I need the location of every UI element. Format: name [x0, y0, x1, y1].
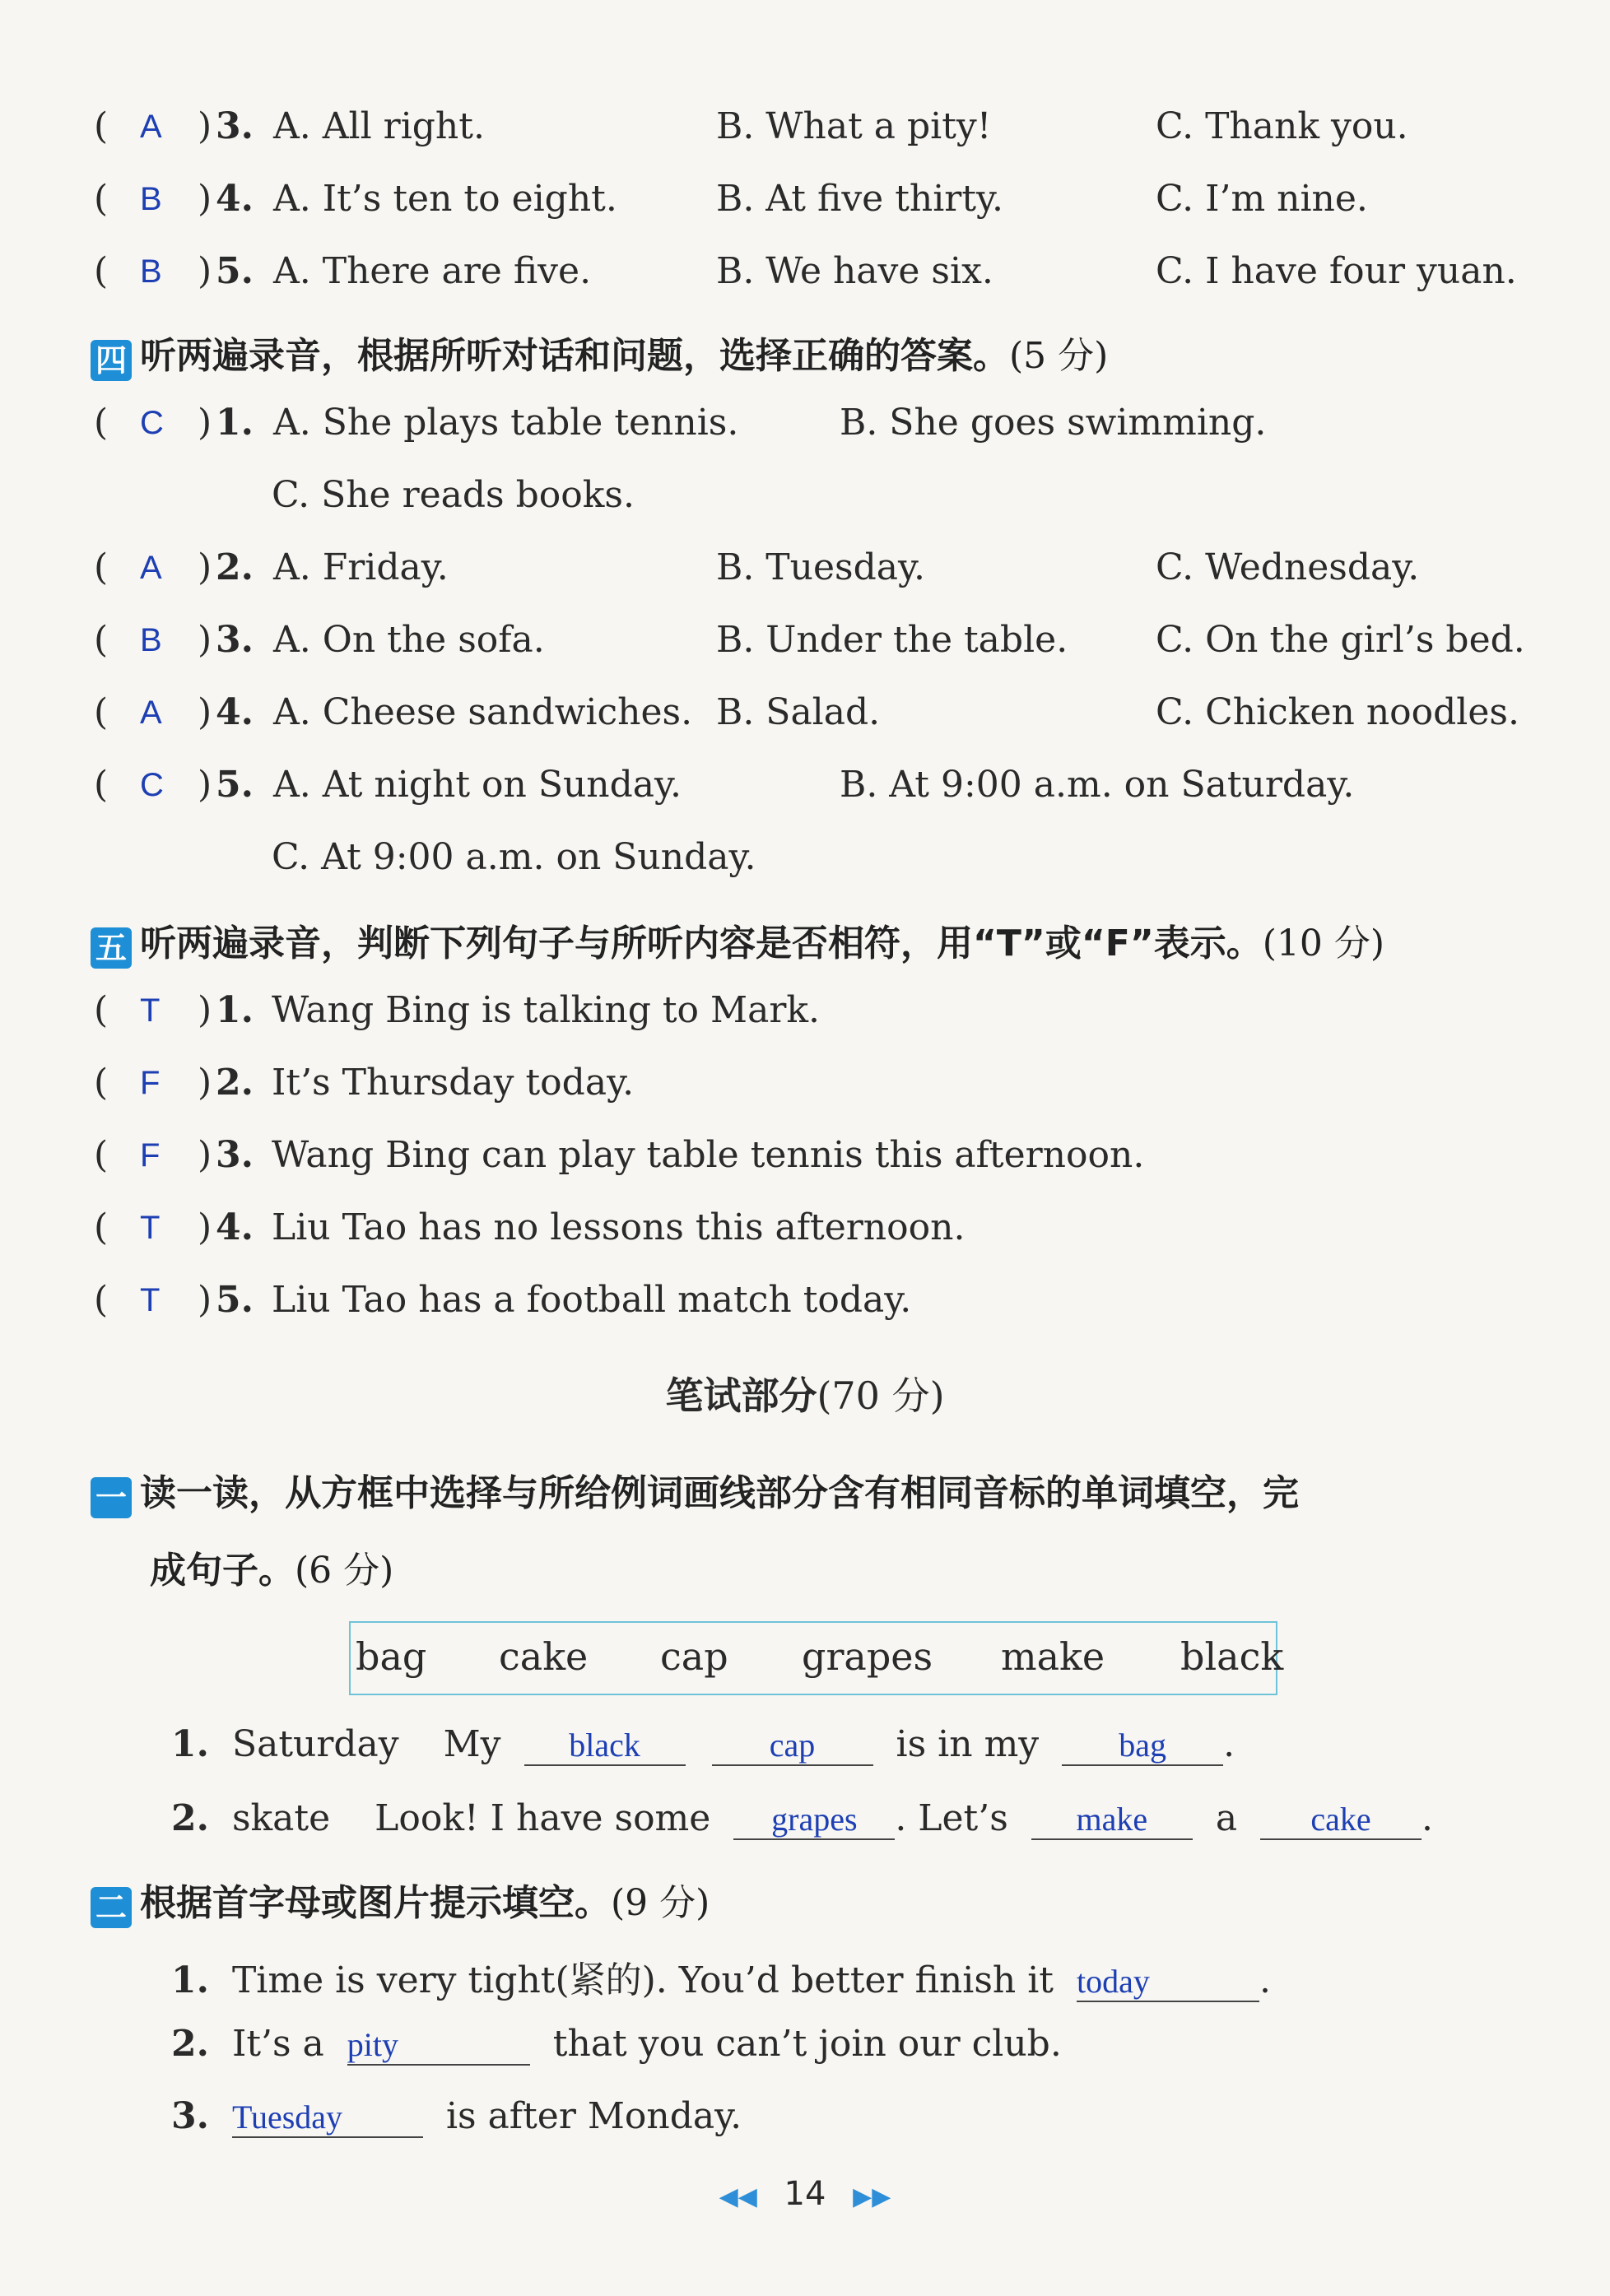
word-option: cap — [660, 1634, 728, 1679]
tf-row — [0, 1134, 1610, 1192]
question-number: 5. — [216, 1279, 254, 1321]
section-points: (6 分) — [295, 1550, 394, 1592]
word-box — [349, 1621, 1284, 1695]
question-number: 2. — [216, 546, 254, 588]
answer-blank: cap — [712, 1726, 873, 1766]
question-number: 5. — [216, 764, 254, 806]
paren-close: ) — [198, 691, 212, 733]
written-section-1-heading-line2 — [150, 1541, 393, 1593]
option-a: A. All right. — [273, 105, 485, 147]
written-section-1-heading — [91, 1463, 1299, 1518]
sentence-end: . — [1422, 1797, 1434, 1839]
section-title: 根据首字母或图片提示填空。 — [140, 1882, 611, 1924]
option-c: C. She reads books. — [272, 474, 635, 516]
sentence-text: is in my — [896, 1723, 1040, 1765]
written-part-heading — [0, 1366, 1610, 1420]
question-row-continued — [0, 474, 1610, 532]
paren-close: ) — [198, 402, 212, 444]
option-b: B. Under the table. — [716, 619, 1068, 661]
fill-sentence-3 — [171, 2095, 742, 2138]
page-footer — [0, 2175, 1610, 2213]
paren-open: ( — [94, 1134, 109, 1176]
answer: C — [140, 767, 164, 803]
paren-close: ) — [198, 1062, 212, 1104]
tf-row — [0, 1279, 1610, 1336]
question-row-continued — [0, 836, 1610, 894]
sentence-end: . — [1259, 1959, 1271, 2001]
option-c: C. I have four yuan. — [1156, 250, 1517, 292]
question-row — [0, 691, 1610, 749]
page-number: 14 — [784, 2175, 826, 2213]
paren-open: ( — [94, 1279, 109, 1321]
answer-blank: today — [1077, 1962, 1259, 2002]
option-a: A. Friday. — [273, 546, 449, 588]
word-option: make — [1001, 1634, 1105, 1679]
paren-open: ( — [94, 546, 109, 588]
section-5-heading — [91, 913, 1384, 969]
paren-open: ( — [94, 1062, 109, 1104]
question-number: 3. — [171, 2095, 209, 2137]
statement: Wang Bing can play table tennis this afternoon. — [272, 1134, 1145, 1176]
answer-blank: cake — [1260, 1800, 1422, 1840]
question-row — [0, 619, 1610, 676]
tf-row — [0, 1206, 1610, 1264]
paren-close: ) — [198, 619, 212, 661]
section-badge: 四 — [91, 340, 132, 381]
question-row — [0, 178, 1610, 235]
option-b: B. Salad. — [716, 691, 881, 733]
paren-open: ( — [94, 178, 109, 220]
option-a: A. It’s ten to eight. — [273, 178, 617, 220]
sentence-text: is after Monday. — [445, 2095, 742, 2137]
next-arrow-icon: ▶▶ — [853, 2182, 891, 2211]
answer-blank: make — [1031, 1800, 1193, 1840]
sentence-text: Time is very tight(紧的). You’d better finish it — [231, 1959, 1054, 2001]
answer: B — [140, 181, 162, 217]
fill-sentence-1 — [171, 1950, 1271, 2003]
sentence-text: Look! I have some — [375, 1797, 711, 1839]
sentence-text: . Let’s — [895, 1797, 1008, 1839]
answer: C — [140, 405, 164, 441]
word-option: black — [1180, 1634, 1284, 1679]
paren-close: ) — [198, 1134, 212, 1176]
section-title: 读一读，从方框中选择与所给例词画线部分含有相同音标的单词填空，完 — [140, 1472, 1299, 1514]
answer-blank: grapes — [733, 1800, 895, 1840]
answer: F — [140, 1065, 161, 1101]
question-number: 1. — [171, 1723, 209, 1765]
paren-open: ( — [94, 989, 109, 1031]
statement: Wang Bing is talking to Mark. — [272, 989, 820, 1031]
option-c: C. On the girl’s bed. — [1156, 619, 1525, 661]
question-row — [0, 402, 1610, 459]
section-title: 听两遍录音，根据所听对话和问题，选择正确的答案。 — [140, 335, 1009, 377]
paren-close: ) — [198, 546, 212, 588]
sentence-text: a — [1215, 1797, 1238, 1839]
question-number: 1. — [216, 402, 254, 444]
question-number: 5. — [216, 250, 254, 292]
sentence-text: It’s a — [231, 2023, 324, 2065]
question-number: 4. — [216, 691, 254, 733]
paren-open: ( — [94, 691, 109, 733]
fill-sentence-2 — [171, 1797, 1433, 1840]
question-row — [0, 105, 1610, 163]
question-number: 1. — [171, 1959, 209, 2001]
word-option: cake — [499, 1634, 589, 1679]
question-number: 4. — [216, 178, 254, 220]
answer: F — [140, 1137, 161, 1174]
answer-blank: pity — [347, 2025, 530, 2066]
written-section-2-heading — [91, 1873, 710, 1928]
prev-arrow-icon: ◀◀ — [719, 2182, 757, 2211]
answer: B — [140, 622, 162, 658]
section-badge: 二 — [91, 1887, 132, 1928]
paren-open: ( — [94, 764, 109, 806]
section-4-heading — [91, 326, 1108, 381]
option-b: B. At 9:00 a.m. on Saturday. — [840, 764, 1355, 806]
option-a: A. At night on Sunday. — [273, 764, 682, 806]
answer-blank: bag — [1062, 1726, 1223, 1766]
paren-close: ) — [198, 764, 212, 806]
sentence-text: that you can’t join our club. — [552, 2023, 1062, 2065]
section-points: (10 分) — [1262, 923, 1385, 964]
section-title: 听两遍录音，判断下列句子与所听内容是否相符，用“T”或“F”表示。 — [140, 923, 1263, 964]
question-number: 1. — [216, 989, 254, 1031]
paren-close: ) — [198, 989, 212, 1031]
option-a: A. She plays table tennis. — [273, 402, 739, 444]
written-points: (70 分) — [817, 1373, 945, 1418]
word-option: bag — [356, 1634, 427, 1679]
written-title: 笔试部分 — [665, 1373, 817, 1418]
question-number: 3. — [216, 105, 254, 147]
answer: T — [140, 1210, 161, 1246]
answer: T — [140, 1282, 161, 1318]
example-word: skate — [231, 1797, 331, 1839]
question-row — [0, 764, 1610, 821]
paren-open: ( — [94, 105, 109, 147]
answer: A — [140, 695, 162, 731]
paren-close: ) — [198, 250, 212, 292]
section-badge: 一 — [91, 1477, 132, 1518]
word-option: grapes — [802, 1634, 933, 1679]
question-number: 2. — [171, 2023, 209, 2065]
option-c: C. Thank you. — [1156, 105, 1408, 147]
paren-open: ( — [94, 619, 109, 661]
question-row — [0, 546, 1610, 604]
paren-close: ) — [198, 1206, 212, 1248]
answer: B — [140, 253, 162, 290]
paren-close: ) — [198, 105, 212, 147]
statement: Liu Tao has a football match today. — [272, 1279, 912, 1321]
question-number: 3. — [216, 1134, 254, 1176]
section-points: (5 分) — [1009, 335, 1109, 377]
option-c: C. At 9:00 a.m. on Sunday. — [272, 836, 756, 878]
tf-row — [0, 989, 1610, 1047]
option-b: B. Tuesday. — [716, 546, 926, 588]
paren-close: ) — [198, 178, 212, 220]
paren-close: ) — [198, 1279, 212, 1321]
option-c: C. I’m nine. — [1156, 178, 1368, 220]
question-number: 3. — [216, 619, 254, 661]
question-number: 4. — [216, 1206, 254, 1248]
option-b: B. What a pity! — [716, 105, 992, 147]
fill-sentence-1 — [171, 1723, 1235, 1766]
answer: A — [140, 109, 162, 145]
section-points: (9 分) — [611, 1882, 710, 1924]
question-row — [0, 250, 1610, 308]
statement: It’s Thursday today. — [272, 1062, 635, 1104]
question-number: 2. — [216, 1062, 254, 1104]
option-a: A. Cheese sandwiches. — [273, 691, 693, 733]
option-b: B. At five thirty. — [716, 178, 1004, 220]
paren-open: ( — [94, 250, 109, 292]
fill-sentence-2 — [171, 2023, 1062, 2066]
section-badge: 五 — [91, 927, 132, 969]
paren-open: ( — [94, 1206, 109, 1248]
statement: Liu Tao has no lessons this afternoon. — [272, 1206, 966, 1248]
sentence-text: My — [443, 1723, 501, 1765]
answer: T — [140, 992, 161, 1029]
option-c: C. Wednesday. — [1156, 546, 1420, 588]
example-word: Saturday — [231, 1723, 399, 1765]
answer-blank: Tuesday — [232, 2098, 423, 2138]
option-c: C. Chicken noodles. — [1156, 691, 1519, 733]
question-number: 2. — [171, 1797, 209, 1839]
option-a: A. On the sofa. — [273, 619, 545, 661]
sentence-end: . — [1223, 1723, 1235, 1765]
tf-row — [0, 1062, 1610, 1119]
answer: A — [140, 550, 162, 586]
option-b: B. We have six. — [716, 250, 993, 292]
section-title-cont: 成句子。 — [150, 1550, 295, 1592]
answer-blank: black — [524, 1726, 686, 1766]
paren-open: ( — [94, 402, 109, 444]
option-a: A. There are five. — [273, 250, 592, 292]
option-b: B. She goes swimming. — [840, 402, 1267, 444]
